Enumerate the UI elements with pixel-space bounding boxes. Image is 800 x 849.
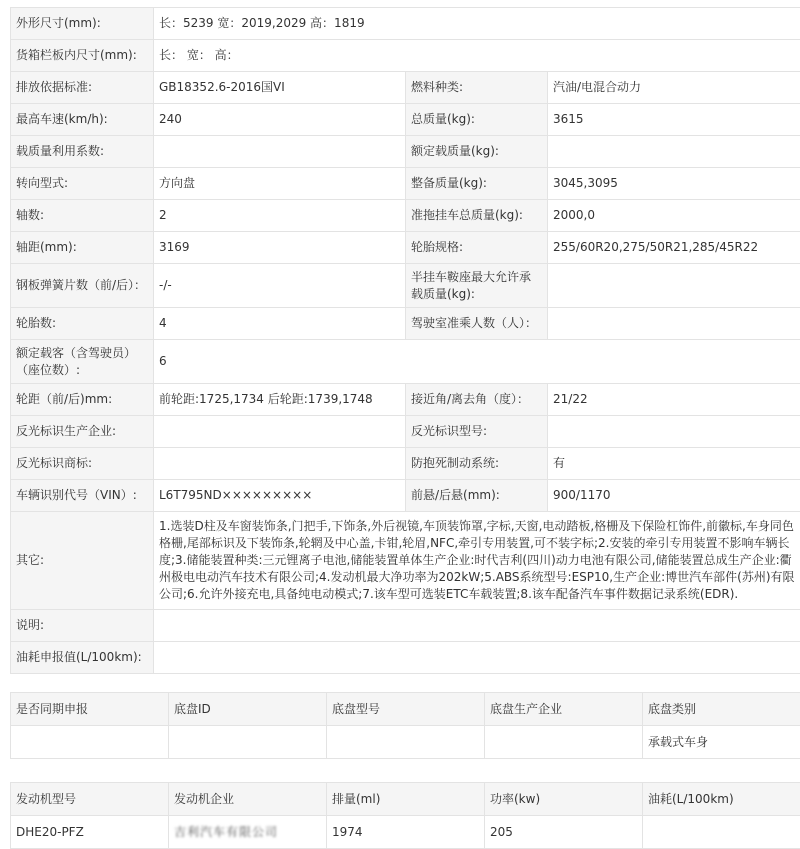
spec-value — [154, 642, 800, 674]
spec-label: 额定载质量(kg): — [406, 136, 548, 168]
chassis-cell — [169, 726, 327, 759]
spec-value: 2000,0 — [548, 200, 800, 232]
chassis-cell: 承载式车身 — [643, 726, 800, 759]
spec-label: 车辆识别代号（VIN）: — [11, 480, 154, 512]
spec-label: 货箱栏板内尺寸(mm): — [11, 40, 154, 72]
spec-label: 油耗申报值(L/100km): — [11, 642, 154, 674]
spec-label: 反光标识生产企业: — [11, 416, 154, 448]
spec-value — [154, 448, 406, 480]
chassis-header-cell: 是否同期申报 — [11, 693, 169, 726]
chassis-header-cell: 底盘ID — [169, 693, 327, 726]
spec-label: 最高车速(km/h): — [11, 104, 154, 136]
spec-label: 说明: — [11, 610, 154, 642]
spec-label: 接近角/离去角（度）： — [406, 384, 548, 416]
engine-cell — [643, 816, 800, 849]
spec-row — [11, 8, 800, 40]
engine-header-row — [11, 783, 800, 816]
spec-row — [11, 40, 800, 72]
spec-value — [154, 610, 800, 642]
spec-label: 其它: — [11, 512, 154, 610]
engine-table — [10, 782, 800, 849]
vehicle-spec-table — [10, 7, 800, 674]
spec-label: 轴数: — [11, 200, 154, 232]
engine-cell: DHE20-PFZ — [11, 816, 169, 849]
spec-value: 3615 — [548, 104, 800, 136]
spec-value: 3169 — [154, 232, 406, 264]
spec-value: -/- — [154, 264, 406, 308]
spec-row — [11, 448, 800, 480]
spec-label: 整备质量(kg): — [406, 168, 548, 200]
spec-label: 排放依据标准: — [11, 72, 154, 104]
spec-value: 21/22 — [548, 384, 800, 416]
spec-value: 汽油/电混合动力 — [548, 72, 800, 104]
spec-label: 外形尺寸(mm): — [11, 8, 154, 40]
chassis-cell — [11, 726, 169, 759]
spec-label: 轮距（前/后)mm: — [11, 384, 154, 416]
spec-value: L6T795ND××××××××× — [154, 480, 406, 512]
spec-row — [11, 72, 800, 104]
spec-value: 1.选装D柱及车窗装饰条,门把手,下饰条,外后视镜,车顶装饰罩,字标,天窗,电动踏板,格栅及下保险杠饰件,前徽标,车身同色格栅,尾部标识及下装饰条,轮辋及中心盖,卡钳,轮眉,NFC,牵引专用装置,可不装字标;2.安装的牵引专用装置不影响车辆长度;3.储能装置种类:三元锂离子电池,储能装置单体生产企业:时代吉利(四川)动力电池有限公司,储能装置总成生产企业:衢州极电电动汽车技术有限公司;4.发动机最大净功率为202kW;5.ABS系统型号:ESP10,生产企业:博世汽车部件(苏州)有限公司;6.允许外接充电,具备纯电动模式;7.该车型可选装ETC车载装置;8.该车配备汽车事件数据记录系统(EDR). — [154, 512, 800, 610]
chassis-header-row — [11, 693, 800, 726]
spec-row — [11, 384, 800, 416]
spec-value — [154, 136, 406, 168]
engine-cell — [169, 816, 327, 849]
spec-row — [11, 610, 800, 642]
chassis-header-cell: 底盘生产企业 — [485, 693, 643, 726]
engine-cell: 205 — [485, 816, 643, 849]
spec-row — [11, 308, 800, 340]
spec-value: 240 — [154, 104, 406, 136]
spec-label: 轴距(mm): — [11, 232, 154, 264]
spec-value: 有 — [548, 448, 800, 480]
engine-cell: 1974 — [327, 816, 485, 849]
engine-header-cell: 排量(ml) — [327, 783, 485, 816]
spec-row — [11, 168, 800, 200]
spec-value: 4 — [154, 308, 406, 340]
spec-row — [11, 512, 800, 610]
spec-value — [548, 308, 800, 340]
chassis-data-row — [11, 726, 800, 759]
spec-value: 900/1170 — [548, 480, 800, 512]
spec-label: 准拖挂车总质量(kg): — [406, 200, 548, 232]
engine-header-cell: 油耗(L/100km) — [643, 783, 800, 816]
engine-data-row — [11, 816, 800, 849]
spec-value — [548, 264, 800, 308]
spec-label: 前悬/后悬(mm): — [406, 480, 548, 512]
spec-row — [11, 200, 800, 232]
spec-value — [154, 416, 406, 448]
engine-header-cell: 发动机型号 — [11, 783, 169, 816]
spec-value: 方向盘 — [154, 168, 406, 200]
spec-value: GB18352.6-2016国VI — [154, 72, 406, 104]
spec-row — [11, 136, 800, 168]
spec-value — [548, 136, 800, 168]
spec-label: 燃料种类: — [406, 72, 548, 104]
spec-value: 6 — [154, 340, 800, 384]
spec-value: 255/60R20,275/50R21,285/45R22 — [548, 232, 800, 264]
spec-row — [11, 480, 800, 512]
spec-row — [11, 264, 800, 308]
spec-label: 反光标识商标: — [11, 448, 154, 480]
spec-value: 长： 宽： 高： — [154, 40, 800, 72]
spec-value: 3045,3095 — [548, 168, 800, 200]
spec-label: 轮胎数: — [11, 308, 154, 340]
chassis-cell — [485, 726, 643, 759]
chassis-cell — [327, 726, 485, 759]
spec-label: 反光标识型号: — [406, 416, 548, 448]
spec-row — [11, 642, 800, 674]
spec-label: 防抱死制动系统: — [406, 448, 548, 480]
spec-label: 总质量(kg): — [406, 104, 548, 136]
spec-row — [11, 416, 800, 448]
spec-value: 前轮距:1725,1734 后轮距:1739,1748 — [154, 384, 406, 416]
spec-row — [11, 232, 800, 264]
engine-header-cell: 发动机企业 — [169, 783, 327, 816]
spec-row — [11, 104, 800, 136]
chassis-header-cell: 底盘类别 — [643, 693, 800, 726]
spec-label: 钢板弹簧片数（前/后）： — [11, 264, 154, 308]
engine-header-cell: 功率(kw) — [485, 783, 643, 816]
engine-maker-blurred: 吉利汽车有限公司 — [174, 824, 278, 841]
spec-value: 2 — [154, 200, 406, 232]
spec-value: 长：5239 宽：2019,2029 高：1819 — [154, 8, 800, 40]
spec-label: 载质量利用系数: — [11, 136, 154, 168]
spec-label: 额定载客（含驾驶员）（座位数）: — [11, 340, 154, 384]
spec-label: 半挂车鞍座最大允许承载质量(kg): — [406, 264, 548, 308]
chassis-header-cell: 底盘型号 — [327, 693, 485, 726]
spec-label: 转向型式: — [11, 168, 154, 200]
chassis-table — [10, 692, 800, 759]
spec-value — [548, 416, 800, 448]
spec-label: 轮胎规格: — [406, 232, 548, 264]
spec-label: 驾驶室准乘人数（人）： — [406, 308, 548, 340]
spec-row — [11, 340, 800, 384]
